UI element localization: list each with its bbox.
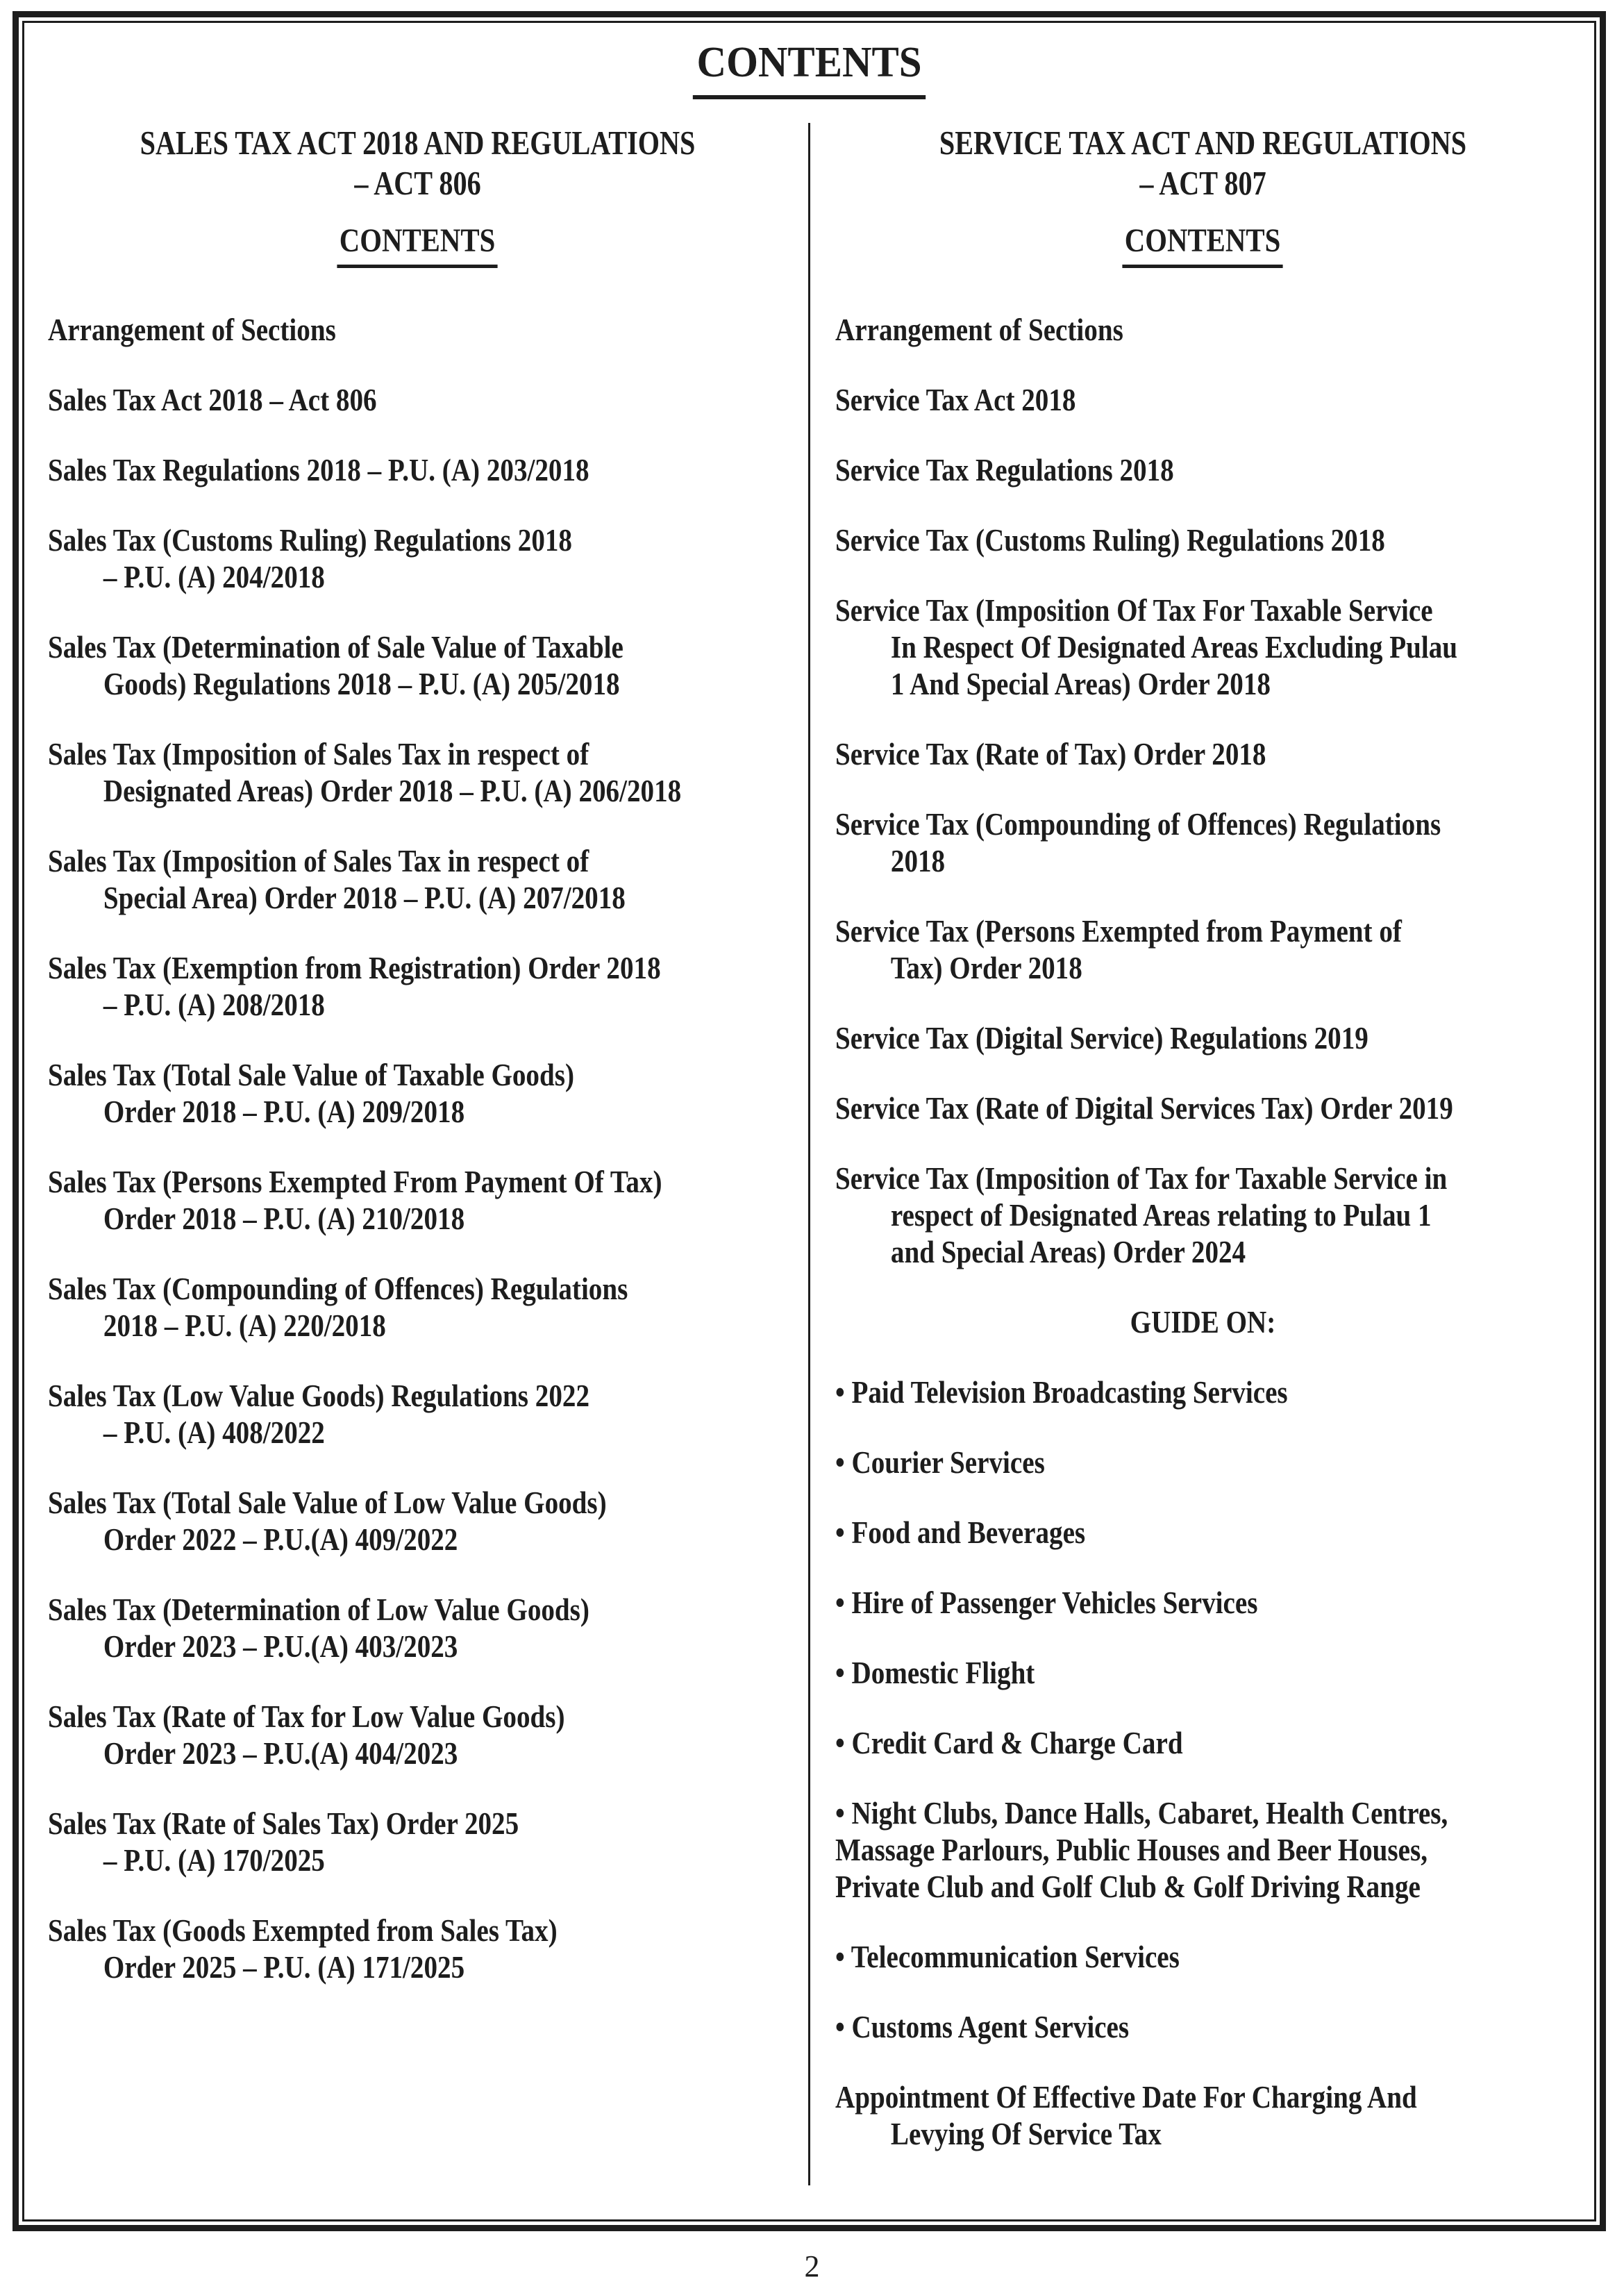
toc-line: Order 2023 – P.U.(A) 404/2023	[103, 1735, 458, 1771]
toc-line: Sales Tax (Persons Exempted From Payment Of Tax)	[48, 1164, 662, 1199]
toc-line: • Night Clubs, Dance Halls, Cabaret, Health Centres,	[835, 1795, 1448, 1831]
toc-line: Arrangement of Sections	[48, 312, 336, 347]
page-number: 2	[804, 2249, 820, 2283]
service-tax-column	[810, 123, 1571, 2185]
toc-item	[48, 1912, 787, 1985]
service-tax-toc-list	[835, 311, 1571, 1270]
toc-line: • Domestic Flight	[835, 1655, 1035, 1690]
toc-line: • Paid Television Broadcasting Services	[835, 1374, 1288, 1410]
toc-line: • Telecommunication Services	[835, 1939, 1180, 1974]
toc-line: Service Tax (Digital Service) Regulations 2019	[835, 1020, 1368, 1056]
toc-line: In Respect Of Designated Areas Excluding Pulau	[890, 629, 1458, 665]
toc-line: Order 2018 – P.U. (A) 210/2018	[103, 1201, 465, 1236]
toc-item	[48, 1163, 787, 1237]
toc-item	[48, 522, 787, 595]
toc-line: Sales Tax (Low Value Goods) Regulations 2022	[48, 1378, 590, 1413]
service-tax-contents-label: CONTENTS	[1123, 223, 1283, 268]
toc-item	[48, 628, 787, 702]
toc-item	[835, 1090, 1571, 1126]
toc-item	[835, 451, 1571, 488]
toc-item	[835, 1019, 1571, 1056]
sales-tax-column-header	[48, 123, 787, 203]
toc-line: Designated Areas) Order 2018 – P.U. (A) 206/2018	[103, 773, 682, 808]
toc-line: Sales Tax (Total Sale Value of Low Value Goods)	[48, 1485, 607, 1520]
toc-line: – P.U. (A) 204/2018	[103, 559, 325, 594]
toc-item	[835, 1938, 1571, 1975]
service-tax-closing-list	[835, 2078, 1571, 2152]
toc-item	[48, 1270, 787, 1344]
page-title-text: CONTENTS	[693, 40, 926, 99]
toc-line: 2018 – P.U. (A) 220/2018	[103, 1308, 386, 1343]
toc-line: Order 2023 – P.U.(A) 403/2023	[103, 1628, 458, 1664]
toc-item	[835, 1444, 1571, 1481]
two-column-layout	[48, 123, 1571, 2185]
toc-line: • Customs Agent Services	[835, 2009, 1130, 2044]
toc-line: Service Tax (Rate of Digital Services Tax) Order 2019	[835, 1090, 1453, 1126]
toc-line: • Courier Services	[835, 1444, 1045, 1480]
toc-line: Sales Tax (Customs Ruling) Regulations 2018	[48, 522, 572, 558]
toc-line: – P.U. (A) 170/2025	[103, 1842, 325, 1878]
page-title	[48, 40, 1571, 99]
toc-item	[835, 592, 1571, 702]
sales-tax-toc-list	[48, 311, 787, 1985]
toc-item	[835, 1584, 1571, 1621]
toc-line: respect of Designated Areas relating to Pulau 1	[890, 1197, 1432, 1233]
toc-line: Private Club and Golf Club & Golf Driving Range	[835, 1869, 1421, 1904]
toc-line: Appointment Of Effective Date For Charging And	[835, 2079, 1417, 2115]
toc-line: Arrangement of Sections	[835, 312, 1123, 347]
toc-item	[835, 1374, 1571, 1410]
toc-line: and Special Areas) Order 2024	[890, 1234, 1246, 1269]
sales-tax-column	[48, 123, 808, 2185]
toc-line: Service Tax (Rate of Tax) Order 2018	[835, 736, 1266, 772]
toc-line: 1 And Special Areas) Order 2018	[890, 666, 1271, 701]
sales-tax-contents-subheading	[48, 223, 787, 268]
toc-line: Sales Tax (Determination of Low Value Goods)	[48, 1592, 589, 1627]
toc-item	[48, 735, 787, 809]
service-tax-header-line-2: – ACT 807	[1139, 164, 1266, 202]
toc-item	[835, 806, 1571, 879]
toc-item	[835, 1724, 1571, 1761]
toc-item	[48, 381, 787, 418]
toc-item	[48, 842, 787, 916]
sales-tax-header-line-2: – ACT 806	[354, 164, 481, 202]
toc-line: Service Tax (Persons Exempted from Payment of	[835, 913, 1402, 949]
toc-line: Order 2018 – P.U. (A) 209/2018	[103, 1094, 465, 1129]
toc-item	[48, 1484, 787, 1558]
page-content	[24, 23, 1594, 2219]
toc-line: Sales Tax (Determination of Sale Value of Taxable	[48, 629, 623, 665]
toc-line: Order 2022 – P.U.(A) 409/2022	[103, 1522, 458, 1557]
toc-item	[48, 1591, 787, 1665]
toc-line: Sales Tax (Compounding of Offences) Regulations	[48, 1271, 628, 1306]
toc-line: Service Tax (Imposition Of Tax For Taxable Service	[835, 592, 1433, 628]
toc-line: Sales Tax (Imposition of Sales Tax in respect of	[48, 736, 589, 772]
toc-line: – P.U. (A) 408/2022	[103, 1415, 325, 1450]
toc-line: Sales Tax (Rate of Tax for Low Value Goods)	[48, 1699, 565, 1734]
service-tax-header-line-1: SERVICE TAX ACT AND REGULATIONS	[939, 124, 1467, 162]
toc-line: • Credit Card & Charge Card	[835, 1725, 1183, 1760]
toc-line: Sales Tax Act 2018 – Act 806	[48, 382, 377, 417]
toc-line: Sales Tax (Goods Exempted from Sales Tax)	[48, 1912, 558, 1948]
guide-on-heading	[835, 1303, 1571, 1340]
service-tax-contents-subheading	[835, 223, 1571, 268]
toc-line: Sales Tax Regulations 2018 – P.U. (A) 203/2018	[48, 452, 589, 487]
toc-line: Service Tax (Compounding of Offences) Regulations	[835, 806, 1441, 842]
toc-item	[48, 451, 787, 488]
toc-item	[835, 2008, 1571, 2045]
toc-line: Service Tax (Customs Ruling) Regulations 2018	[835, 522, 1385, 558]
guide-on-heading-text: GUIDE ON:	[1130, 1304, 1276, 1340]
toc-item	[835, 735, 1571, 772]
toc-line: • Hire of Passenger Vehicles Services	[835, 1585, 1258, 1620]
toc-item	[48, 1056, 787, 1130]
toc-item	[835, 1654, 1571, 1691]
toc-line: Massage Parlours, Public Houses and Beer Houses,	[835, 1832, 1428, 1867]
toc-line: • Food and Beverages	[835, 1515, 1086, 1550]
toc-item	[835, 2078, 1571, 2152]
toc-line: Sales Tax (Exemption from Registration) Order 2018	[48, 950, 661, 985]
toc-item	[835, 912, 1571, 986]
toc-line: Service Tax (Imposition of Tax for Taxable Service in	[835, 1160, 1448, 1196]
toc-line: Service Tax Act 2018	[835, 382, 1076, 417]
toc-line: Sales Tax (Total Sale Value of Taxable Goods)	[48, 1057, 574, 1092]
sales-tax-contents-label: CONTENTS	[337, 223, 498, 268]
toc-item	[835, 522, 1571, 558]
sales-tax-header-line-1: SALES TAX ACT 2018 AND REGULATIONS	[140, 124, 696, 162]
toc-line: Order 2025 – P.U. (A) 171/2025	[103, 1949, 465, 1985]
toc-item	[835, 381, 1571, 418]
toc-line: – P.U. (A) 208/2018	[103, 987, 325, 1022]
toc-item	[48, 1377, 787, 1451]
toc-item	[48, 1805, 787, 1878]
toc-line: Service Tax Regulations 2018	[835, 452, 1174, 487]
toc-item	[835, 1794, 1571, 1905]
service-tax-column-header	[835, 123, 1571, 203]
toc-line: Levying Of Service Tax	[890, 2116, 1162, 2151]
toc-item	[835, 1160, 1571, 1270]
guide-topic-list	[835, 1374, 1571, 2045]
toc-item	[48, 1698, 787, 1772]
toc-item	[835, 1514, 1571, 1551]
toc-line: Sales Tax (Imposition of Sales Tax in respect of	[48, 843, 589, 878]
toc-line: Goods) Regulations 2018 – P.U. (A) 205/2018	[103, 666, 620, 701]
toc-item	[835, 311, 1571, 348]
toc-line: Special Area) Order 2018 – P.U. (A) 207/2018	[103, 880, 626, 915]
toc-item	[48, 949, 787, 1023]
toc-item	[48, 311, 787, 348]
toc-line: Sales Tax (Rate of Sales Tax) Order 2025	[48, 1806, 519, 1841]
toc-line: Tax) Order 2018	[890, 950, 1082, 985]
toc-line: 2018	[890, 843, 946, 878]
